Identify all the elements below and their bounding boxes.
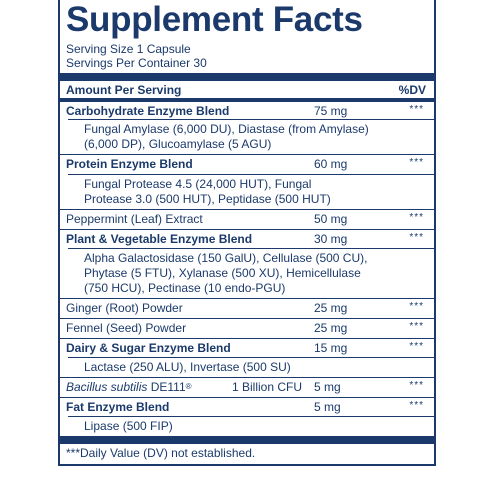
- ingredient-name: Dairy & Sugar Enzyme Blend: [66, 341, 231, 355]
- ingredient-dv: ***: [409, 232, 424, 243]
- ingredient-dv: ***: [409, 212, 424, 223]
- ingredient-row: [60, 209, 434, 229]
- ingredient-name: Fennel (Seed) Powder: [66, 321, 187, 335]
- ingredient-name: Ginger (Root) Powder: [66, 301, 183, 315]
- ingredient-sub-list: [68, 174, 434, 209]
- ingredient-amount: 75 mg: [314, 104, 348, 118]
- ingredient-amount: 50 mg: [314, 212, 348, 226]
- ingredient-sub-list: [68, 248, 434, 298]
- ingredient-sub-list: [68, 416, 434, 436]
- bottom-divider: [60, 436, 434, 444]
- ingredient-sub-list: [68, 357, 434, 377]
- panel-title: Supplement Facts: [66, 0, 363, 39]
- sub-line: Fungal Amylase (6,000 DU), Diastase (from Amylase): [84, 122, 369, 136]
- ingredient-row: [60, 154, 434, 174]
- ingredient-amount: 5 mg: [314, 380, 341, 394]
- ingredient-dv: ***: [409, 301, 424, 312]
- servings-per-container: Servings Per Container 30: [66, 56, 207, 70]
- ingredient-amount: 25 mg: [314, 321, 348, 335]
- ingredient-dv: ***: [409, 380, 424, 391]
- ingredient-dv: ***: [409, 104, 424, 115]
- ingredient-amount: 30 mg: [314, 232, 348, 246]
- sub-line: Protease 3.0 (500 HUT), Peptidase (500 HUT): [84, 192, 331, 206]
- ingredient-dv: ***: [409, 400, 424, 411]
- sub-line: Lipase (500 FIP): [84, 419, 173, 433]
- thick-divider: [60, 73, 434, 81]
- sub-line: Phytase (5 FTU), Xylanase (500 XU), Hemicellulase: [84, 266, 361, 280]
- ingredient-row: [60, 397, 434, 416]
- sub-line: (6,000 DP), Glucoamylase (5 AGU): [84, 137, 272, 151]
- sub-line: Lactase (250 ALU), Invertase (500 SU): [84, 360, 291, 374]
- cfu-count: 1 Billion CFU: [232, 380, 303, 394]
- sub-line: Fungal Protease 4.5 (24,000 HUT), Fungal: [84, 177, 312, 191]
- ingredient-row: [60, 377, 434, 397]
- ingredient-row: [60, 338, 434, 357]
- serving-size: Serving Size 1 Capsule: [66, 42, 191, 56]
- ingredient-name: Carbohydrate Enzyme Blend: [66, 104, 230, 118]
- ingredient-name: Peppermint (Leaf) Extract: [66, 212, 203, 226]
- ingredient-amount: 60 mg: [314, 157, 348, 171]
- registered-mark: ®: [185, 382, 192, 391]
- ingredient-amount: 5 mg: [314, 400, 341, 414]
- dv-label: %DV: [398, 82, 426, 97]
- supplement-facts-panel: [58, 0, 436, 466]
- ingredient-dv: ***: [409, 157, 424, 168]
- sub-line: (750 HCU), Pectinase (10 endo-PGU): [84, 281, 286, 295]
- ingredient-name: Protein Enzyme Blend: [66, 157, 193, 171]
- organism-name: Bacillus subtilis: [66, 380, 148, 394]
- ingredient-name: [66, 380, 192, 394]
- ingredient-dv: ***: [409, 341, 424, 352]
- sub-line: Alpha Galactosidase (150 GalU), Cellulase (500 CU),: [84, 251, 368, 265]
- table-header: [60, 81, 434, 98]
- ingredient-sub-list: [68, 119, 434, 154]
- ingredient-amount: 25 mg: [314, 301, 348, 315]
- ingredient-row: [60, 229, 434, 248]
- amount-per-serving-label: Amount Per Serving: [66, 82, 182, 97]
- footnote: ***Daily Value (DV) not established.: [66, 446, 256, 460]
- ingredient-row: [60, 102, 434, 119]
- ingredient-name: Plant & Vegetable Enzyme Blend: [66, 232, 253, 246]
- ingredient-row: [60, 298, 434, 318]
- ingredient-row: [60, 318, 434, 338]
- ingredient-name: Fat Enzyme Blend: [66, 400, 170, 414]
- strain-name: DE111: [150, 380, 186, 394]
- ingredient-amount: 15 mg: [314, 341, 348, 355]
- ingredient-dv: ***: [409, 321, 424, 332]
